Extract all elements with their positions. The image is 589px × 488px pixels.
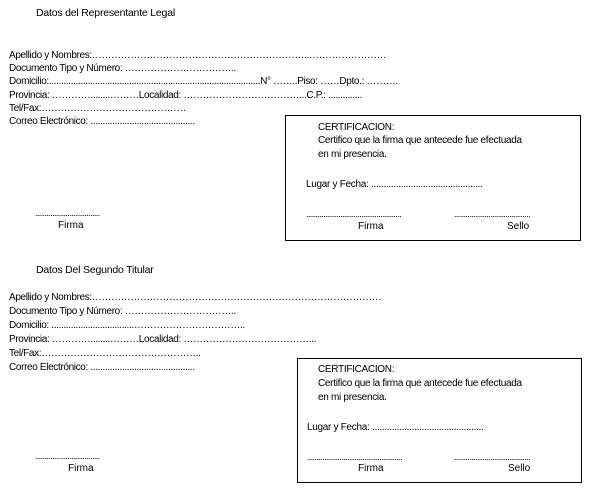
cert-body-line-1: Certifico que la firma que antecede fue efectuada [318, 135, 522, 146]
field-tel-fax: Tel/Fax:……………………………………… [9, 103, 186, 114]
field-documento: Documento Tipo y Número: …………………………….. [9, 63, 236, 74]
cert-body-line-1: Certifico que la firma que antecede fue efectuada [318, 378, 522, 389]
field-provincia: Provincia: …………........………Localidad: ………………………………...C.P.: .............. [9, 90, 363, 101]
field-domicilio: Domicilio: ..................................…………………………….. [9, 320, 245, 331]
field-apellido-nombres: Apellido y Nombres:……………………………………………………………………………… [9, 292, 382, 303]
field-domicilio: Domicilio:.......................................................................................N° ……..Piso: ……Dpto.: ………. [9, 76, 398, 87]
cert-title: CERTIFICACION: [318, 364, 395, 375]
cert-sign-label: Firma [358, 221, 384, 232]
cert-sign-line: .................................................. [306, 209, 402, 219]
signature-label: Firma [58, 220, 84, 231]
cert-title: CERTIFICACION: [318, 122, 395, 133]
field-correo: Correo Electrónico: ........................................... [9, 362, 195, 373]
cert-body-line-2: en mi presencia. [318, 392, 387, 403]
cert-seal-label: Sello [508, 463, 531, 474]
signature-line: .................................. [35, 208, 100, 218]
field-documento: Documento Tipo y Número: …………………………….. [9, 306, 236, 317]
field-tel-fax: Tel/Fax:………………………………………….. [9, 348, 201, 359]
signature-line: .................................. [35, 451, 100, 461]
signature-label: Firma [68, 463, 94, 474]
field-apellido-nombres: Apellido y Nombres:…………………………………………………………..…………………… [9, 50, 387, 61]
cert-seal-line: ........................................ [454, 452, 531, 462]
cert-body-line-2: en mi presencia. [318, 149, 387, 160]
cert-sign-label: Firma [358, 463, 384, 474]
cert-seal-label: Sello [507, 221, 530, 232]
section-title-representante: Datos del Representante Legal [36, 7, 175, 19]
certification-box [297, 358, 582, 483]
field-correo: Correo Electrónico: ........................................... [9, 116, 195, 127]
cert-lugar-fecha: Lugar y Fecha: ............................................. [307, 422, 484, 433]
field-provincia: Provincia: …………........………Localidad: …………………………………... [9, 334, 317, 345]
cert-sign-line: .................................................. [307, 452, 403, 462]
cert-seal-line: ........................................ [454, 209, 531, 219]
cert-lugar-fecha: Lugar y Fecha: ............................................. [306, 179, 483, 190]
section-title-segundo-titular: Datos Del Segundo Titular [36, 264, 154, 276]
certification-box [285, 115, 581, 241]
